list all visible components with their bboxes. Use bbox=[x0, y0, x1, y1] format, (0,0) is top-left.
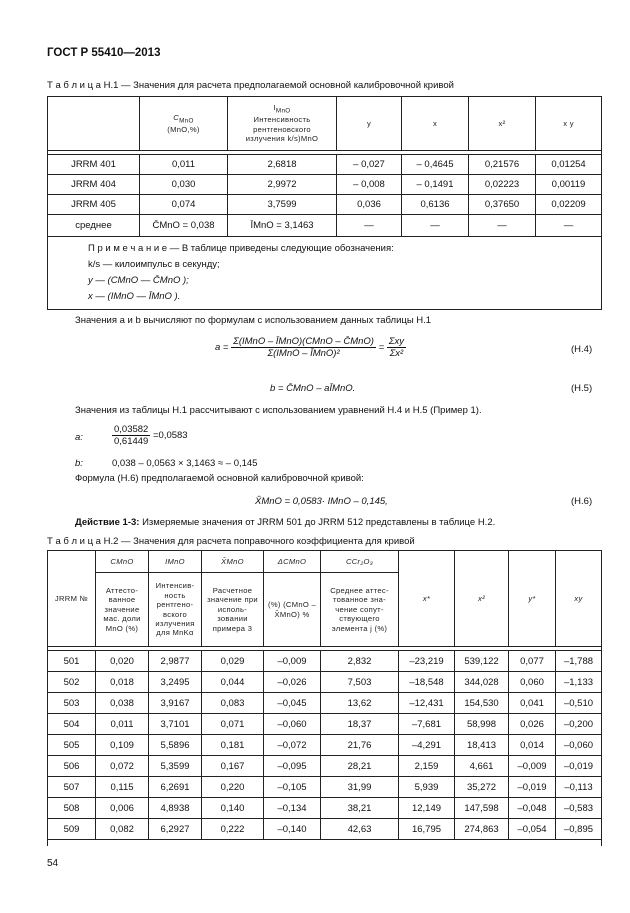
tag-h5: (Н.5) bbox=[571, 383, 593, 394]
h-x2: x² bbox=[455, 551, 509, 647]
table-cell: 0,02209 bbox=[536, 195, 602, 215]
table1-caption: Т а б л и ц а Н.1 — Значения для расчета предполагаемой основной калибровочной кривой bbox=[47, 80, 454, 91]
table-cell: 0,6136 bbox=[402, 195, 469, 215]
table-cell: – 0,1491 bbox=[402, 175, 469, 195]
h-xy: xy bbox=[556, 551, 602, 647]
table-cell: JRRM 401 bbox=[48, 155, 140, 175]
h-xs: x* bbox=[399, 551, 455, 647]
table-cell: 2,6818 bbox=[228, 155, 337, 175]
paragraph-ab: Значения a и b вычисляют по формулам с использованием данных таблицы Н.1 bbox=[75, 315, 432, 326]
table-cell: 3,7599 bbox=[228, 195, 337, 215]
table-cell: — bbox=[469, 215, 536, 237]
table-h2 bbox=[47, 550, 602, 846]
table-row: 504 0,011 3,7101 0,071 –0,060 18,37 –7,681 58,998 0,026 –0,200 bbox=[48, 714, 602, 735]
formula-h4: a = Σ(IMnO – ĪMnO)(CMnO – C̄MnO) Σ(IMnO – ĪMnO)² = Σxy Σx² bbox=[215, 336, 404, 359]
d-ccr: Среднее аттес-тованное зна-чение сопут-ствующего элемента j (%) bbox=[321, 573, 399, 647]
table-cell: 0,011 bbox=[140, 155, 228, 175]
h-dc: ΔCMnO bbox=[264, 551, 321, 573]
col-xy-header: x y bbox=[536, 97, 602, 151]
table-cell: 0,21576 bbox=[469, 155, 536, 175]
table-cell: 0,074 bbox=[140, 195, 228, 215]
paragraph-formula: Формула (Н.6) предполагаемой основной калибровочной кривой: bbox=[75, 473, 364, 484]
table-cell: – 0,008 bbox=[337, 175, 402, 195]
h-jrrm: JRRM № bbox=[48, 551, 96, 647]
table-cell: – 0,027 bbox=[337, 155, 402, 175]
formula-h6: X̂MnO = 0,0583· IMnO – 0,145, bbox=[255, 496, 388, 507]
h-x: X̂MnO bbox=[202, 551, 264, 573]
table-row: 502 0,018 3,2495 0,044 –0,026 7,503 –18,548 344,028 0,060 –1,133 bbox=[48, 672, 602, 693]
avg-c: C̄MnO = 0,038 bbox=[140, 215, 228, 237]
document-id: ГОСТ Р 55410—2013 bbox=[47, 47, 161, 59]
table-cell: 0,01254 bbox=[536, 155, 602, 175]
table-cell: — bbox=[337, 215, 402, 237]
a-label: a: bbox=[75, 432, 83, 443]
col-c-header: $C_{MnO}$ (MnO,%) bbox=[140, 97, 228, 151]
avg-i: ĪMnO = 3,1463 bbox=[228, 215, 337, 237]
table-cell: JRRM 404 bbox=[48, 175, 140, 195]
tag-h6: (Н.6) bbox=[571, 496, 593, 507]
col-i-header: $I_{MnO}$ Интенсивность рентгеновского излучения k/s)MnO bbox=[228, 97, 337, 151]
col-x2-header: x² bbox=[469, 97, 536, 151]
page-number: 54 bbox=[47, 858, 59, 869]
table-cell: 0,37650 bbox=[469, 195, 536, 215]
col-y-header: y bbox=[337, 97, 402, 151]
h-i: IMnO bbox=[149, 551, 202, 573]
table-cell: 0,00119 bbox=[536, 175, 602, 195]
table-cell: 0,036 bbox=[337, 195, 402, 215]
table-cell: 0,030 bbox=[140, 175, 228, 195]
table-cell: JRRM 405 bbox=[48, 195, 140, 215]
avg-label: среднее bbox=[48, 215, 140, 237]
table-cell: — bbox=[402, 215, 469, 237]
table-row: 507 0,115 6,2691 0,220 –0,105 31,99 5,939 35,272 –0,019 –0,113 bbox=[48, 777, 602, 798]
table1-note: П р и м е ч а н и е — В таблице приведены следующие обозначения: k/s — килоимпульс в секунду; y — (CMnO — C̄MnO ); x — (IMnO — ĪMnO ). bbox=[48, 237, 602, 310]
table-cell: – 0,4645 bbox=[402, 155, 469, 175]
d-i: Интенсив-ность рентгено-вского излучения для MnKα bbox=[149, 573, 202, 647]
b-label: b: bbox=[75, 458, 83, 469]
table-row: 505 0,109 5,5896 0,181 –0,072 21,76 –4,291 18,413 0,014 –0,060 bbox=[48, 735, 602, 756]
b-expression: 0,038 – 0,0563 × 3,1463 ≈ – 0,145 bbox=[112, 458, 258, 469]
h-ys: y* bbox=[509, 551, 556, 647]
table-row: 503 0,038 3,9167 0,083 –0,045 13,62 –12,431 154,530 0,041 –0,510 bbox=[48, 693, 602, 714]
action-paragraph: Действие 1-3: Измеряемые значения от JRRM 501 до JRRM 512 представлены в таблице Н.2. bbox=[75, 517, 496, 528]
table-h1 bbox=[47, 96, 602, 310]
table-cell: 2,9972 bbox=[228, 175, 337, 195]
table2-caption: Т а б л и ц а Н.2 — Значения для расчета поправочного коэффициента для кривой bbox=[47, 536, 415, 547]
a-fraction: $\frac{0,03582}{0,61449}$ =0,0583 bbox=[114, 424, 188, 447]
table-row: 506 0,072 5,3599 0,167 –0,095 28,21 2,159 4,661 –0,009 –0,019 bbox=[48, 756, 602, 777]
d-c: Аттесто-ванное значение мас. доли MnO (%) bbox=[96, 573, 149, 647]
tag-h4: (Н.4) bbox=[571, 344, 593, 355]
d-dc: (%) (CMnO – X̂MnO) % bbox=[264, 573, 321, 647]
table-cell: 0,02223 bbox=[469, 175, 536, 195]
col-x-header: x bbox=[402, 97, 469, 151]
table-cell: — bbox=[536, 215, 602, 237]
table-row: 501 0,020 2,9877 0,029 –0,009 2,832 –23,219 539,122 0,077 –1,788 bbox=[48, 651, 602, 672]
table-row: 508 0,006 4,8938 0,140 –0,134 38,21 12,149 147,598 –0,048 –0,583 bbox=[48, 798, 602, 819]
formula-h5: b = C̄MnO – aĪMnO. bbox=[270, 383, 356, 394]
table-row: 509 0,082 6,2927 0,222 –0,140 42,63 16,795 274,863 –0,054 –0,895 bbox=[48, 819, 602, 840]
h-ccr: CCr₂O₃ bbox=[321, 551, 399, 573]
h-c: CMnO bbox=[96, 551, 149, 573]
paragraph-values: Значения из таблицы Н.1 рассчитывают с использованием уравнений Н.4 и Н.5 (Пример 1). bbox=[75, 405, 482, 416]
d-x: Расчетное значение при исполь-зовании примера 3 bbox=[202, 573, 264, 647]
